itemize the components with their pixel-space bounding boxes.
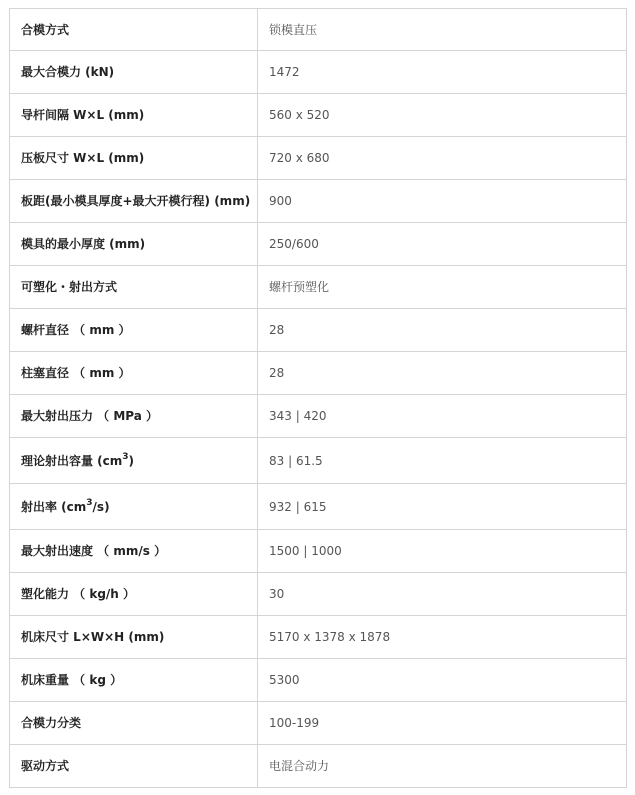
row-label: 导杆间隔 W×L (mm) [10,94,258,137]
row-value: 560 x 520 [258,94,627,137]
row-value: 30 [258,573,627,616]
table-row [10,94,627,137]
table-row [10,659,627,702]
row-label: 塑化能力 （ kg/h ） [10,573,258,616]
table-row [10,438,627,484]
table-row [10,530,627,573]
row-label [10,484,258,530]
row-label: 合模力分类 [10,702,258,745]
superscript: 3 [86,497,93,508]
row-label [10,438,258,484]
superscript: 3 [122,451,129,462]
row-value: 250/600 [258,223,627,266]
row-value: 932 | 615 [258,484,627,530]
table-row [10,616,627,659]
table-row [10,223,627,266]
table-row [10,702,627,745]
row-label: 板距(最小模具厚度+最大开模行程) (mm) [10,180,258,223]
row-value: 螺杆预塑化 [258,266,627,309]
row-label: 最大合模力 (kN) [10,51,258,94]
row-value: 5300 [258,659,627,702]
row-value: 电混合动力 [258,745,627,788]
table-row [10,573,627,616]
table-row [10,51,627,94]
label-text-end: ) [128,453,135,468]
table-row [10,484,627,530]
row-value: 343 | 420 [258,395,627,438]
table-row [10,309,627,352]
row-value: 720 x 680 [258,137,627,180]
row-label: 机床尺寸 L×W×H (mm) [10,616,258,659]
row-label: 最大射出速度 （ mm/s ） [10,530,258,573]
row-value: 28 [258,309,627,352]
table-row [10,395,627,438]
label-text-end: /s) [92,499,110,514]
table-row [10,352,627,395]
row-label: 压板尺寸 W×L (mm) [10,137,258,180]
row-label: 模具的最小厚度 (mm) [10,223,258,266]
row-label: 最大射出压力 （ MPa ） [10,395,258,438]
row-value: 1472 [258,51,627,94]
row-label: 合模方式 [10,9,258,51]
row-value: 5170 x 1378 x 1878 [258,616,627,659]
row-value: 100-199 [258,702,627,745]
table-row [10,9,627,51]
row-value: 28 [258,352,627,395]
row-value: 1500 | 1000 [258,530,627,573]
table-row [10,180,627,223]
row-label: 驱动方式 [10,745,258,788]
row-label: 螺杆直径 （ mm ） [10,309,258,352]
table-row [10,745,627,788]
table-row [10,266,627,309]
row-value: 锁模直压 [258,9,627,51]
row-label: 柱塞直径 （ mm ） [10,352,258,395]
row-label: 可塑化・射出方式 [10,266,258,309]
row-label: 机床重量 （ kg ） [10,659,258,702]
row-value: 83 | 61.5 [258,438,627,484]
row-value: 900 [258,180,627,223]
label-text: 射出率 (cm [21,499,87,514]
table-row [10,137,627,180]
spec-table [9,8,627,788]
label-text: 理论射出容量 (cm [21,453,123,468]
